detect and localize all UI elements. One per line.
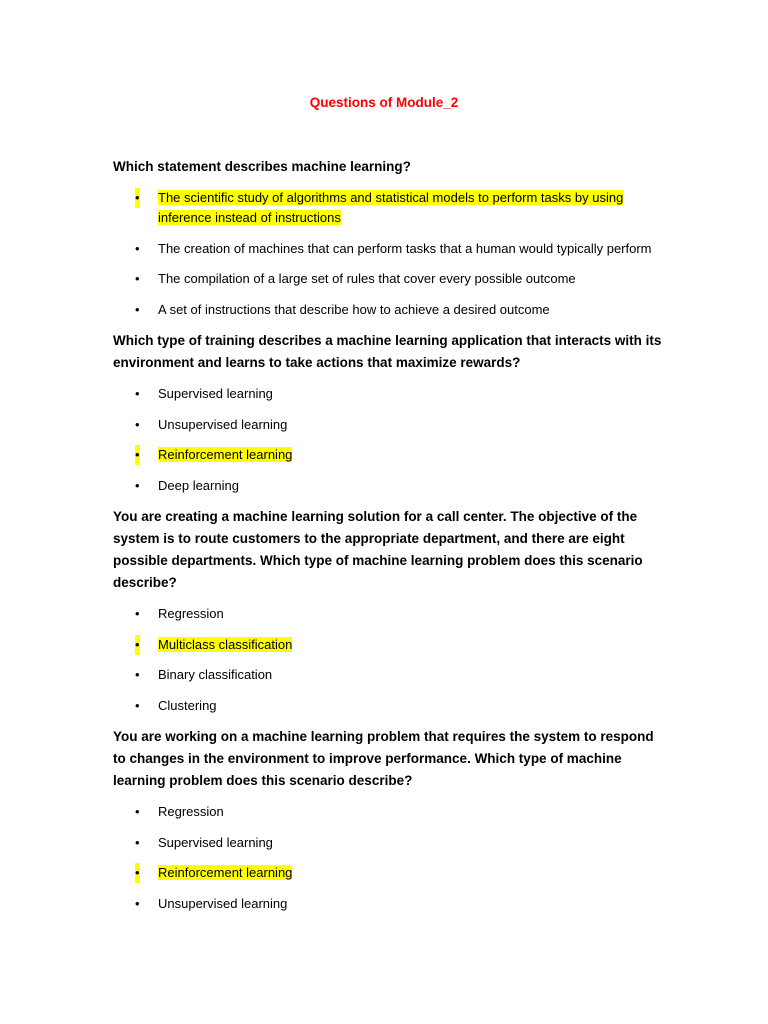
page-title: Questions of Module_2 (309, 95, 459, 110)
question-4 (113, 726, 663, 914)
answer-option (113, 188, 663, 228)
answer-option (113, 476, 663, 496)
answer-option (113, 802, 663, 822)
bullet-icon: • (135, 477, 140, 493)
answer-option (113, 415, 663, 435)
question-text: Which statement describes machine learning? (113, 159, 411, 174)
answer-text: Supervised learning (158, 386, 273, 401)
answer-option (113, 635, 663, 655)
answer-text: Reinforcement learning (158, 447, 293, 462)
answer-text: Clustering (158, 697, 217, 713)
answer-option (113, 269, 663, 289)
answer-text: Regression (158, 804, 224, 819)
answer-option (113, 863, 663, 883)
answer-option (113, 300, 663, 320)
answer-text: Unsupervised learning (158, 416, 288, 432)
answer-text: Supervised learning (158, 834, 273, 850)
answer-text: Reinforcement learning (158, 865, 293, 880)
bullet-icon: • (135, 271, 140, 286)
answer-text: Deep learning (158, 477, 239, 493)
answer-text: The scientific study of algorithms and statistical models to perform tasks by using inference instead of instructions (158, 190, 624, 225)
bullet-icon: • (135, 301, 140, 317)
bullet-icon: • (135, 834, 140, 850)
answer-options (113, 802, 663, 914)
answer-option (113, 239, 663, 259)
question-list (113, 156, 663, 924)
answer-text: Regression (158, 606, 224, 621)
answer-text: Binary classification (158, 667, 273, 682)
answer-text: The creation of machines that can perform tasks that a human would typically perform (158, 240, 652, 256)
bullet-icon: • (135, 445, 140, 465)
answer-options (113, 188, 663, 320)
bullet-icon: • (135, 863, 140, 883)
bullet-icon: • (135, 697, 140, 713)
question-2 (113, 330, 663, 496)
answer-option (113, 604, 663, 624)
bullet-icon: • (135, 188, 140, 208)
bullet-icon: • (135, 416, 140, 432)
question-text: Which type of training describes a machine learning application that interacts with its environment and learns to take actions that maximize rewards? (113, 333, 662, 370)
answer-text: A set of instructions that describe how to achieve a desired outcome (158, 301, 550, 317)
answer-option (113, 445, 663, 465)
answer-text: Multiclass classification (158, 636, 293, 652)
question-text: You are creating a machine learning solution for a call center. The objective of the system is to route customers to the appropriate department, and there are eight possible departments. Which type of machine learning problem does this scenario describe? (113, 509, 643, 590)
bullet-icon: • (135, 667, 140, 682)
question-3 (113, 506, 663, 716)
question-1 (113, 156, 663, 320)
answer-options (113, 604, 663, 716)
answer-option (113, 665, 663, 685)
question-text: You are working on a machine learning problem that requires the system to respond to changes in the environment to improve performance. Which type of machine learning problem does this scenario describe? (113, 729, 654, 788)
answer-text: The compilation of a large set of rules that cover every possible outcome (158, 271, 576, 286)
answer-options (113, 384, 663, 496)
bullet-icon: • (135, 386, 140, 401)
bullet-icon: • (135, 804, 140, 819)
answer-option (113, 833, 663, 853)
bullet-icon: • (135, 635, 140, 655)
answer-option (113, 696, 663, 716)
bullet-icon: • (135, 895, 140, 911)
answer-text: Unsupervised learning (158, 895, 288, 911)
bullet-icon: • (135, 240, 140, 256)
answer-option (113, 384, 663, 404)
answer-option (113, 894, 663, 914)
bullet-icon: • (135, 606, 140, 621)
